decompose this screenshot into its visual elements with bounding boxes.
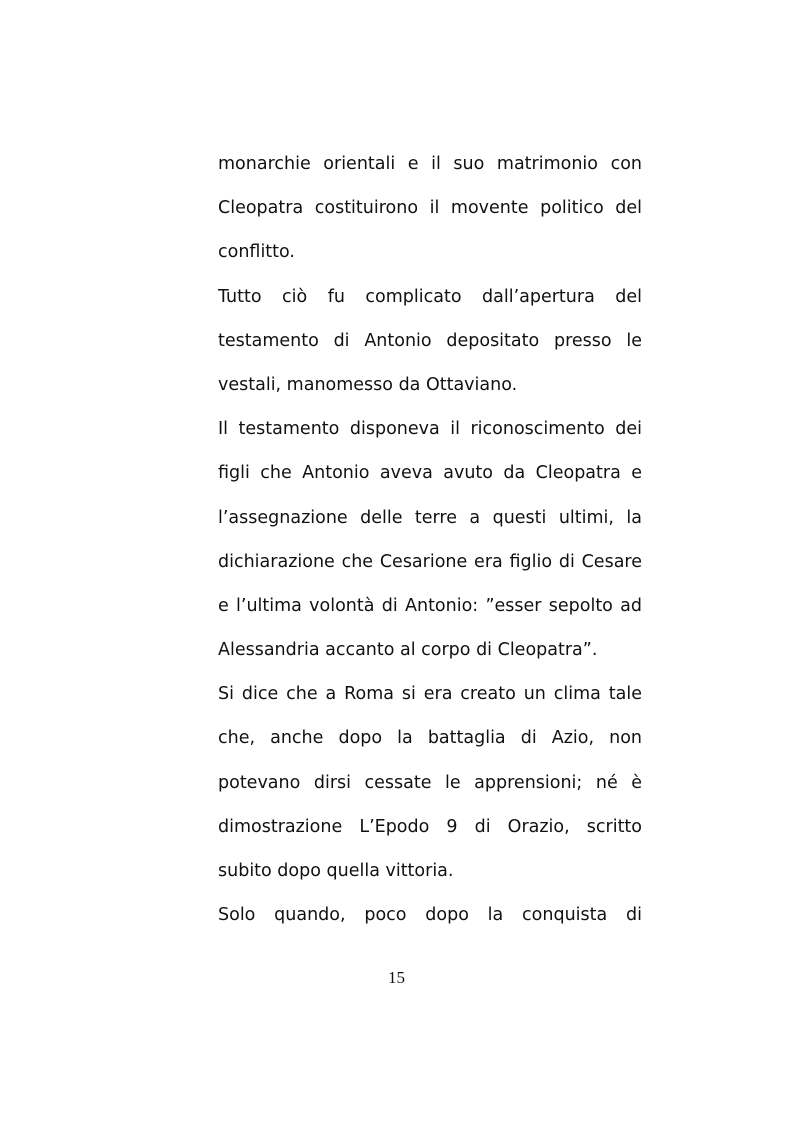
text-line: subito dopo quella vittoria.: [218, 861, 454, 881]
paragraph: [218, 407, 642, 672]
text-line: Alessandria accanto al corpo di Cleopatra”.: [218, 640, 598, 661]
text-line: monarchie orientali e il suo matrimonio con: [218, 154, 642, 174]
text-line: l’assegnazione delle terre a questi ultimi, la: [218, 507, 642, 528]
text-line: Il testamento disponeva il riconoscimento dei: [218, 419, 642, 440]
text-line: che, anche dopo la battaglia di Azio, non: [218, 728, 642, 749]
text-line: Solo quando, poco dopo la conquista di: [218, 905, 642, 926]
text-line: testamento di Antonio depositato presso le: [218, 330, 642, 351]
text-line: figli che Antonio aveva avuto da Cleopatra e: [218, 463, 642, 484]
text-line: e l’ultima volontà di Antonio: ”esser sepolto ad: [218, 595, 642, 616]
text-line: Tutto ciò fu complicato dall’apertura del: [218, 286, 642, 307]
text-line: Si dice che a Roma si era creato un clima tale: [218, 684, 642, 705]
text-line: vestali, manomesso da Ottaviano.: [218, 374, 518, 395]
text-line: dimostrazione L’Epodo 9 di Orazio, scritto: [218, 816, 642, 837]
paragraph: [218, 275, 642, 408]
text-line: potevano dirsi cessate le apprensioni; né è: [218, 772, 642, 793]
text-line: Cleopatra costituirono il movente politico del: [218, 198, 642, 219]
text-line: dichiarazione che Cesarione era figlio di Cesare: [218, 551, 642, 572]
paragraph: [218, 893, 642, 937]
body-text: [218, 142, 642, 937]
paragraph: [218, 672, 642, 893]
text-line: conflitto.: [218, 242, 295, 263]
page-number: 15: [388, 968, 405, 987]
paragraph: [218, 142, 642, 275]
